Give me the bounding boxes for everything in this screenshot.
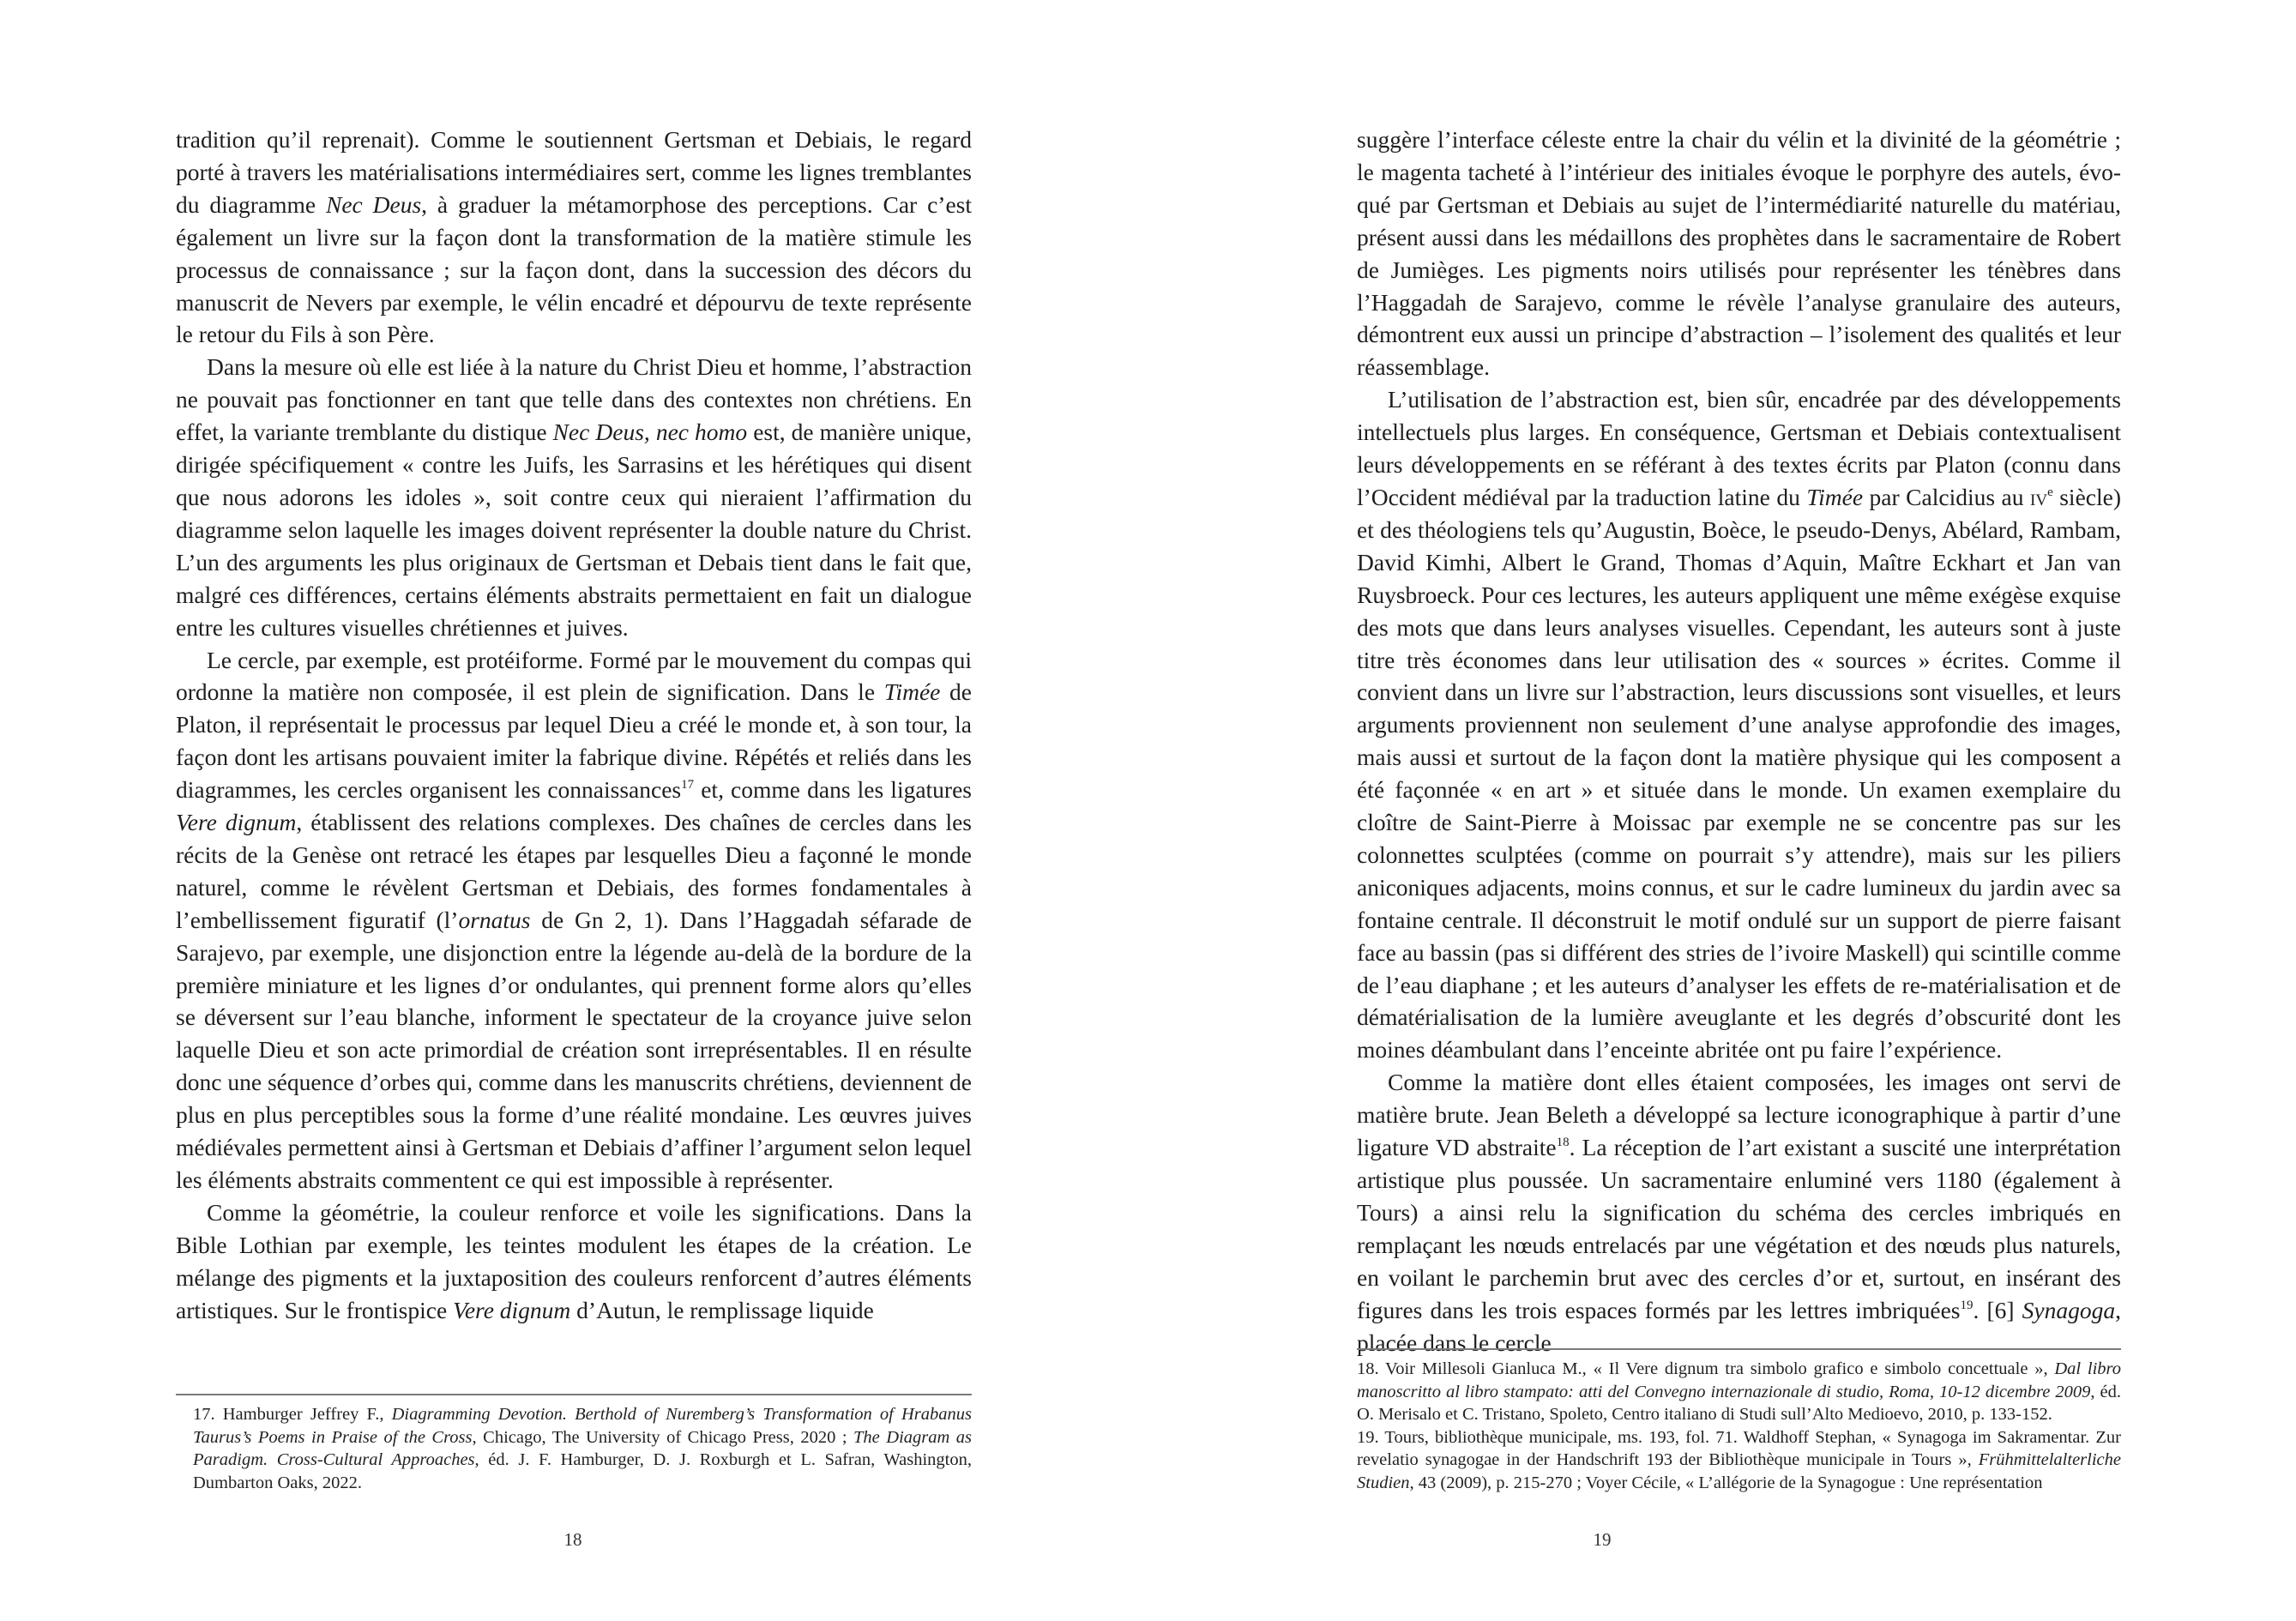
right-footnotes	[1357, 1358, 2121, 1494]
italic-text: Dal libro manoscritto al libro stampato: atti del Convegno internazionale di studio, Roma, 10-12 dicembre 2009	[1357, 1359, 2121, 1401]
text-run: Dans la mesure où elle est liée à la nature du Christ Dieu et homme, l’abstraction ne pouvait pas fonctionner en tant que telle dans des contextes non chrétiens. En effet, la variante tremblante du distique	[176, 353, 972, 446]
italic-text: Timée	[1806, 483, 1864, 510]
italic-text: Diagramming Devotion. Berthold of Nuremberg’s Transformation of Hrabanus Taurus’s Poems in Praise of the Cross	[193, 1405, 972, 1447]
footnote	[1357, 1426, 2121, 1495]
footnote	[1357, 1358, 2121, 1426]
text-run: , éd. J. F. Hamburger, D. J. Roxburgh et L. Safran, Washington, Dumbarton Oaks, 2022.	[193, 1450, 972, 1492]
text-run: , placée dans le cercle	[1357, 1296, 2121, 1356]
text-run: , à graduer la métamorphose des perceptions. Car c’est également un livre sur la façon dont la transformation de la matière stimule les processus de connaissance ; sur la façon dont, dans la succession des décors du manuscrit de Nevers par exemple, le vélin encadré et dépourvu de texte représente le retour du Fils à son Père.	[176, 190, 972, 348]
italic-text: ornatus	[458, 906, 531, 933]
text-run: , établissent des relations complexes. Des chaînes de cercles dans les récits de la Genèse ont retracé les étapes par lesquelles Dieu a façonné le monde naturel, comme le révèlent Gertsman et Debiais, des formes fondamentales à l’embellissement figuratif (l’	[176, 809, 973, 933]
text-run: de Platon, il représentait le processus par lequel Dieu a créé le monde et, à son tour, la façon dont les artisans pouvaient imiter la fabrique divine. Répétés et reliés dans les diagrammes, les cercles organisent les connaissances	[176, 678, 972, 804]
italic-text: Timée	[883, 678, 941, 706]
text-run: , 43 (2009), p. 215-270 ; Voyer Cécile, « L’allégorie de la Synagogue : Une représentation	[1409, 1473, 2043, 1492]
paragraph	[176, 644, 972, 1196]
text-run: iv	[2030, 483, 2048, 510]
text-run: , Chicago, The University of Chicago Press, 2020 ;	[472, 1427, 854, 1447]
right-body-text	[1357, 124, 2121, 1359]
footnote	[193, 1403, 972, 1494]
footnote-rule	[176, 1394, 972, 1395]
text-run: 19. Tours, bibliothèque municipale, ms. 193, fol. 71. Waldhoff Stephan, « Synagoga im Sakramentar. Zur revelatio synagogae in der Handschrift 193 der Bibliothèque municipale in Tours »,	[1357, 1427, 2121, 1469]
text-run: siècle) et des théologiens tels qu’Augustin, Boèce, le pseudo-Denys, Abélard, Rambam, David Kimhi, Albert le Grand, Thomas d’Aquin, Maître Eckhart et Jan van Ruysbroeck. Pour ces lectures, les auteurs appliquent une même exégèse exquise des mots que dans leurs analyses visuelles. Cependant, les auteurs sont à juste titre très économes dans leur utilisation des « sources » écrites. Comme il convient dans un livre sur l’abstraction, leurs discussions sont visuelles, et leurs arguments proviennent non seulement d’une analyse approfondie des images, mais aussi et surtout de la façon dont la matière physique qui les composent a été façonnée « en art » et située dans le monde. Un examen exemplaire du cloître de Saint-Pierre à Moissac par exemple ne se concentre pas sur les colonnettes sculptées (comme on pourrait s’y attendre), mais sur les piliers aniconiques adjacents, moins connus, et sur le cadre lumineux du jardin avec sa fontaine centrale. Il déconstruit le motif ondulé sur un support de pierre faisant face au bassin (pas si différent des stries de l’ivoire Maskell) qui scintille comme de l’eau diaphane ; et les auteurs d’analyser les effets de re-matérialisation et de dématérialisation de la lumière aveuglante et les degrés d’obscurité dont les moines déambulant dans l’enceinte abritée ont pu faire l’expérience.	[1357, 483, 2121, 1064]
paragraph	[1357, 383, 2121, 1066]
italic-text: Vere dignum	[176, 809, 297, 836]
italic-text: Synagoga	[2022, 1296, 2116, 1323]
footnote-reference: 17	[681, 778, 695, 792]
paragraph	[176, 351, 972, 643]
footnote-reference: 18	[1556, 1136, 1570, 1150]
paragraph	[1357, 1066, 2121, 1359]
text-run: 18. Voir Millesoli Gianluca M., « Il Vere dignum tra simbolo grafico e simbolo concettuale »,	[1357, 1359, 2055, 1378]
text-run: tradition qu’il reprenait). Comme le soutiennent Gertsman et Debiais, le regard porté à travers les matérialisations intermédiaires sert, comme les lignes tremblantes du diagramme	[176, 126, 972, 218]
text-run: Comme la matière dont elles étaient composées, les images ont servi de matière brute. Jean Beleth a développé sa lecture iconographique à partir d’une ligature VD abstraite	[1357, 1069, 2121, 1161]
text-run: 17. Hamburger Jeffrey F.,	[193, 1405, 392, 1424]
text-run: Le cercle, par exemple, est protéiforme. Formé par le mouvement du compas qui ordonne la matière non composée, il est plein de signification. Dans le	[176, 646, 972, 706]
footnote-reference: 19	[1960, 1298, 1974, 1312]
text-run: . La réception de l’art existant a suscité une interprétation artistique plus poussée. Un sacramentaire enluminé vers 1180 (également à Tours) a ainsi relu la signification du schéma des cercles imbriqués en remplaçant les nœuds entrelacés par une végétation et des nœuds plus naturels, en voilant le parchemin brut avec des cercles d’or et, surtout, en insérant des figures dans les trois espaces formés par les lettres imbriquées	[1357, 1134, 2121, 1323]
text-run: L’utilisation de l’abstraction est, bien sûr, encadrée par des développements intellectuels plus larges. En conséquence, Gertsman et Debiais contextualisent leurs développements en se référant à des textes écrits par Platon (connu dans l’Occident médiéval par la traduction latine du	[1357, 386, 2121, 510]
italic-text: Frühmittelalterliche Studien	[1357, 1450, 2121, 1492]
text-run: suggère l’interface céleste entre la chair du vélin et la divinité de la géométrie ; le magenta tacheté à l’intérieur des initiales évoque le porphyre des autels, évoqué par Gertsman et Debiais au sujet de l’intermédiarité naturelle du matériau, présent aussi dans les médaillons des prophètes dans le sacramentaire de Robert de Jumièges. Les pigments noirs utilisés pour représenter les ténèbres dans l’Haggadah de Sarajevo, comme le révèle l’analyse granulaire des auteurs, démontrent eux aussi un principe d’abstraction – l’isolement des qualités et leur réassemblage.	[1357, 126, 2121, 381]
italic-text: Vere dignum	[453, 1296, 571, 1323]
text-run: . [6]	[1973, 1296, 2022, 1323]
text-run: par Calcidius au	[1863, 483, 2030, 510]
left-footnotes	[193, 1403, 972, 1494]
paragraph	[1357, 124, 2121, 383]
paragraph	[176, 124, 972, 351]
italic-text: Nec Deus, nec homo	[552, 419, 748, 446]
text-run: Comme la géométrie, la couleur renforce et voile les significations. Dans la Bible Lothian par exemple, les teintes modulent les étapes de la création. Le mélange des pigments et la juxtaposition des couleurs renforcent d’autres éléments artistiques. Sur le frontispice	[176, 1198, 972, 1323]
page-number: 19	[1593, 1529, 1612, 1550]
text-run: est, de manière unique, dirigée spécifiquement « contre les Juifs, les Sarrasins et les hérétiques qui disent que nous adorons les idoles », soit contre ceux qui nieraient l’affirmation du diagramme selon laquelle les images doivent représenter la double nature du Christ. L’un des arguments les plus originaux de Gertsman et Debais tient dans le fait que, malgré ces différences, certains éléments abstraits permettaient en fait un dialogue entre les cultures visuelles chrétiennes et juives.	[176, 419, 972, 641]
italic-text: The Diagram as Paradigm. Cross-Cultural Approaches	[193, 1427, 973, 1469]
right-page	[1148, 0, 2296, 1621]
text-run: et, comme dans les ligatures	[694, 776, 972, 804]
text-run: de Gn 2, 1). Dans l’Haggadah séfarade de Sarajevo, par exemple, une disjonction entre la légende au-delà de la bordure de la première miniature et les lignes d’or ondulantes, qui prennent forme alors qu’elles se déversent sur l’eau blanche, informent le spectateur de la croyance juive selon laquelle Dieu et son acte primordial de création sont irreprésentables. Il en résulte donc une séquence d’orbes qui, comme dans les manuscrits chrétiens, deviennent de plus en plus perceptibles sous la forme d’une réalité mondaine. Les œuvres juives médiévales permettent ainsi à Gertsman et Debiais d’affiner l’argument selon lequel les éléments abstraits commentent ce qui est impossible à représenter.	[176, 906, 972, 1193]
italic-text: Nec Deus	[325, 190, 422, 218]
footnote-reference: e	[2047, 485, 2053, 499]
text-run: d’Autun, le remplissage liquide	[570, 1296, 874, 1323]
page-number: 18	[563, 1529, 582, 1550]
footnote-rule	[1357, 1348, 2121, 1350]
paragraph	[176, 1196, 972, 1327]
left-body-text	[176, 124, 972, 1327]
text-run: , éd. O. Merisalo et C. Tristano, Spoleto, Centro italiano di Studi sull’Alto Medioevo, 2010, p. 133-152.	[1357, 1382, 2121, 1424]
